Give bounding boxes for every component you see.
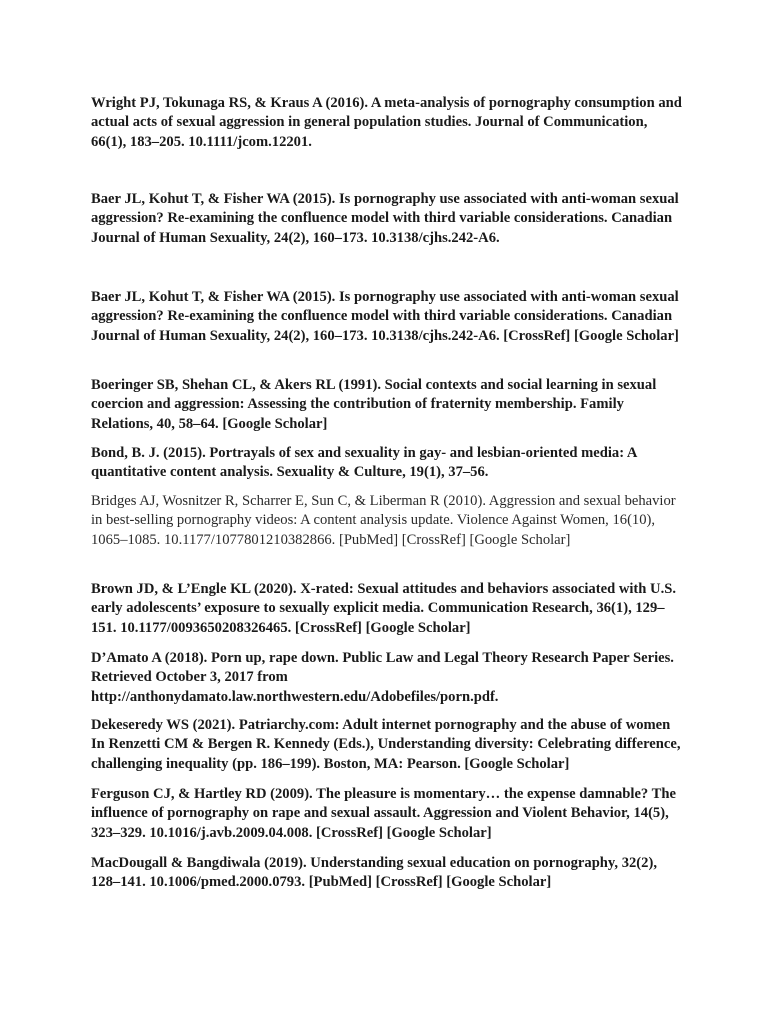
reference-wright-2016: Wright PJ, Tokunaga RS, & Kraus A (2016). A meta-analysis of pornography consumption and actual acts of sexual aggression in general population studies. Journal of Communication, 66(1), 183–205. 10.1111/jcom.12201.	[91, 95, 682, 150]
reference-brown-2020: Brown JD, & L’Engle KL (2020). X-rated: Sexual attitudes and behaviors associated with U.S. early adolescents’ exposure to sexually explicit media. Communication Research, 36(1), 129–151. 10.1177/0093650208326465. [CrossRef] [Google Scholar]	[91, 581, 677, 636]
reference-macdougall-2019: MacDougall & Bangdiwala (2019). Understanding sexual education on pornography, 32(2), 128–141. 10.1006/pmed.2000.0793. [PubMed] [CrossRef] [Google Scholar]	[91, 855, 657, 891]
reference-boeringer-1991: Boeringer SB, Shehan CL, & Akers RL (1991). Social contexts and social learning in sexual coercion and aggression: Assessing the contribution of fraternity membership. Family Relations, 40, 58–64. [Google Scholar]	[91, 377, 657, 432]
reference-ferguson-2009: Ferguson CJ, & Hartley RD (2009). The pleasure is momentary… the expense damnable? The influence of pornography on rape and sexual assault. Aggression and Violent Behavior, 14(5), 323–329. 10.1016/j.avb.2009.04.008. [CrossRef] [Google Scholar]	[91, 786, 676, 841]
reference-baer-2015-crossref: Baer JL, Kohut T, & Fisher WA (2015). Is pornography use associated with anti-woman sexual aggression? Re-examining the confluence model with third variable considerations. Canadian Journal of Human Sexuality, 24(2), 160–173. 10.3138/cjhs.242-A6. [CrossRef] [Google Scholar]	[91, 289, 679, 344]
reference-baer-2015: Baer JL, Kohut T, & Fisher WA (2015). Is pornography use associated with anti-woman sexual aggression? Re-examining the confluence model with third variable considerations. Canadian Journal of Human Sexuality, 24(2), 160–173. 10.3138/cjhs.242-A6.	[91, 191, 679, 246]
reference-dekeseredy-2021: Dekeseredy WS (2021). Patriarchy.com: Adult internet pornography and the abuse of women In Renzetti CM & Bergen R. Kennedy (Eds.), Understanding diversity: Celebrating difference, challenging inequality (pp. 186–199). Boston, MA: Pearson. [Google Scholar]	[91, 717, 681, 772]
reference-bond-2015: Bond, B. J. (2015). Portrayals of sex and sexuality in gay- and lesbian-oriented media: A quantitative content analysis. Sexuality & Culture, 19(1), 37–56.	[91, 445, 637, 481]
reference-bridges-2010: Bridges AJ, Wosnitzer R, Scharrer E, Sun C, & Liberman R (2010). Aggression and sexual behavior in best-selling pornography videos: A content analysis update. Violence Against Women, 16(10), 1065–1085. 10.1177/1077801210382866. [PubMed] [CrossRef] [Google Scholar]	[91, 493, 676, 548]
reference-damato-2018: D’Amato A (2018). Porn up, rape down. Public Law and Legal Theory Research Paper Series. Retrieved October 3, 2017 from http://anthonydamato.law.northwestern.edu/Adobefiles/porn.pdf.	[91, 650, 674, 705]
